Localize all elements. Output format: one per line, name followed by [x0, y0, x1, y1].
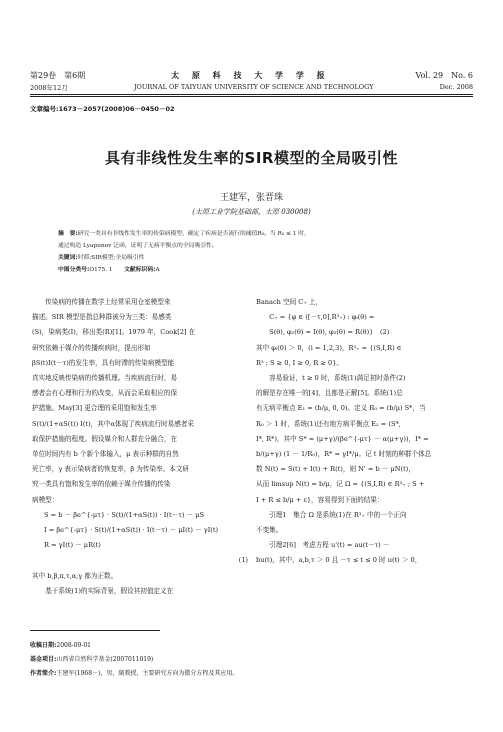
body-line: S(θ), φ₂(θ) = I(θ), φ₃(θ) = R(θ)} (2)	[256, 328, 390, 337]
abstract-line: 研究一类具有非线性发生率的传染病模型，确定了疾病是否流行的阈值R₀。当 R₀ ≤ 1 时，	[77, 231, 310, 237]
body-line: 究一类具有饱和发生率的依赖于媒介传播的传染	[32, 480, 171, 489]
body-line: (S)，染病类(I)，移出类(R)[1]。1979 年，Cook[2] 在	[32, 328, 196, 337]
volume-en: Vol. 29 No. 6	[415, 71, 473, 80]
body-line: 护措施。May[3] 更合理的采用饱和发生率	[32, 404, 157, 413]
body-line: 取保护措施的程度。假设媒介和人群充分融合，在	[32, 434, 178, 443]
volume-cn: 第29卷 第6期	[30, 71, 86, 80]
lemma-1: 引理1 集合 Ω 是系统(1)在 R³₊ 中的一个正向	[256, 510, 407, 519]
body-line: 不变集。	[256, 526, 283, 535]
body-line: βS(t)I(t－τ)的发生率，具有时滞的传染病模型能	[32, 358, 175, 367]
journal-name-en: JOURNAL OF TAIYUAN UNIVERSITY OF SCIENCE AND TECHNOLOGY	[133, 83, 374, 91]
body-line: 其中 φᵢ(0) ＞ 0，(i = 1,2,3)，R³₊ = {(S,I,R) ∈	[256, 343, 402, 352]
body-line: 感者会有心理和行为的改变，从而会采取相应的保	[32, 389, 178, 398]
doc-code: A	[155, 267, 160, 273]
affiliation: (太原工业学院基础部，太原 030008)	[192, 208, 311, 216]
body-line: R₀ ＞ 1 时，系统(1)还有地方病平衡点 E₂ = (S*,	[256, 419, 401, 428]
body-line: C₊ = {φ ∈ ([－τ,0],R³₊) : φᵢ(θ) =	[256, 313, 375, 322]
date-en: Dec. 2008	[439, 83, 473, 91]
body-line: 传染病的传播在数学上经常采用仓室模型来	[32, 298, 171, 306]
author-bio-label: 作者简介:	[30, 670, 57, 677]
author-bio: 王建军(1968－)，男，副教授，主要研究方向为微分方程及其应用。	[56, 670, 239, 677]
body-line: R³ ; S ≥ 0, I ≥ 0, R ≥ 0}。	[256, 358, 344, 367]
abstract-line: 通过构造 Lyapunov 泛函，证明了无病平衡点的全局吸引性。	[58, 243, 218, 249]
header-rule	[30, 94, 473, 95]
running-header-en	[30, 83, 473, 92]
keywords: 时滞;SIR模型;全局吸引性	[77, 255, 145, 261]
footnote-received	[30, 640, 470, 649]
body-line: 病模型：	[32, 495, 59, 504]
body-line: bu(t)，其中，a,b,τ ＞ 0 且 －τ ≤ t ≤ 0 时 u(t) ＞ 0，	[256, 556, 422, 565]
authors: 王建军，张晋珠	[219, 193, 283, 203]
paper-title: 具有非线性发生率的SIR模型的全局吸引性	[105, 149, 398, 167]
equation-i: I = βe^{-μτ} · S(t)/(1+αS(t)) · I(t－τ) － μI(t) － γI(t)	[44, 526, 219, 535]
body-line: 的解是存在唯一的[4]，且都是正解[5]。系统(1)总	[256, 389, 403, 398]
received-label: 收稿日期:	[30, 642, 57, 649]
fund-label: 基金项目:	[30, 656, 57, 663]
body-line: 从而 limsup N(t) = b/μ，记 Ω = {(S,I,R) ∈ R³₊ ; S +	[256, 480, 425, 489]
fund-text: 山西省自然科学基金(2007011019)	[56, 656, 154, 663]
abstract	[58, 228, 445, 276]
date-cn: 2008年12月	[30, 84, 68, 92]
body-line: b/(μ+γ) (1 － 1/R₀)，R* = γI*/μ。记 t 时刻的种群个体总	[256, 450, 432, 459]
body-line: 有无病平衡点 E₁ = (b/μ, 0, 0)。定义 R₀ = (b/μ) S*，当	[256, 404, 426, 413]
body-line: 数 N(t) = S(t) + I(t) + R(t)，则 N' = b － μN(t)，	[256, 465, 415, 474]
running-header	[30, 70, 473, 81]
received-date: 2008-09-01	[56, 642, 91, 649]
body-line: 研究依赖于媒介的传播疾病时，提出形如	[32, 343, 151, 352]
body-line: 描述。SIR 模型是指总种群被分为三类：易感类	[32, 313, 172, 322]
equation-r: R = γI(t) － μR(t)	[44, 541, 101, 550]
clc-number: O175. 1	[89, 267, 113, 273]
body-line: Banach 空间 C₊ 上，	[256, 298, 323, 306]
footnote-fund	[30, 654, 470, 663]
body-line: 其中 b,β,π,τ,α,γ 都为正数。	[32, 571, 118, 580]
footnote-author	[30, 668, 470, 677]
body-line: 基于系统(1)的实际背景，假设其初值定义在	[32, 586, 174, 595]
left-column	[32, 295, 248, 599]
footnote-rule	[30, 630, 160, 631]
header-rule-2	[30, 96, 473, 97]
body-line: I*, R*)，其中 S* = (μ+γ)/(βe^{-μτ} － α(μ+γ))，I* =	[256, 434, 429, 443]
article-number: 文章编号:1673－2057(2008)06－0450－02	[30, 105, 175, 113]
clc-label: 中图分类号:	[58, 267, 90, 273]
keywords-label: 关键词:	[58, 255, 78, 261]
lemma-2: 引理2[6] 考虑方程 u'(t) = au(t－τ) －	[256, 541, 390, 550]
abstract-label: 摘 要:	[58, 231, 78, 237]
equation-number: (1)	[238, 556, 248, 565]
right-column	[256, 295, 472, 569]
body-line: 单位时间内有 b 个新个体输入，μ 表示种群的自然	[32, 450, 179, 459]
body-line: I + R ≤ b/μ + ε}，容易得到下面的结果：	[256, 495, 384, 504]
journal-name-cn: 太 原 科 技 大 学 学 报	[171, 71, 330, 80]
body-line: 容易验证，t ≥ 0 时，系统(1)满足初时条件(2)	[256, 374, 406, 383]
doc-code-label: 文献标识码:	[124, 267, 156, 273]
equation-s: S = b － βe^{-μτ} · S(t)/(1+αS(t)) · I(t－τ) － μS	[44, 510, 204, 519]
body-line: 死亡率，γ 表示染病者的恢复率，β 为传染率。本文研	[32, 465, 190, 474]
body-line: 真实地反映传染病的传播机理。当疾病流行时，易	[32, 374, 178, 383]
body-line: S(t)/(1+αS(t)) I(t)，其中α体现了疾病流行时易感者采	[32, 419, 195, 428]
